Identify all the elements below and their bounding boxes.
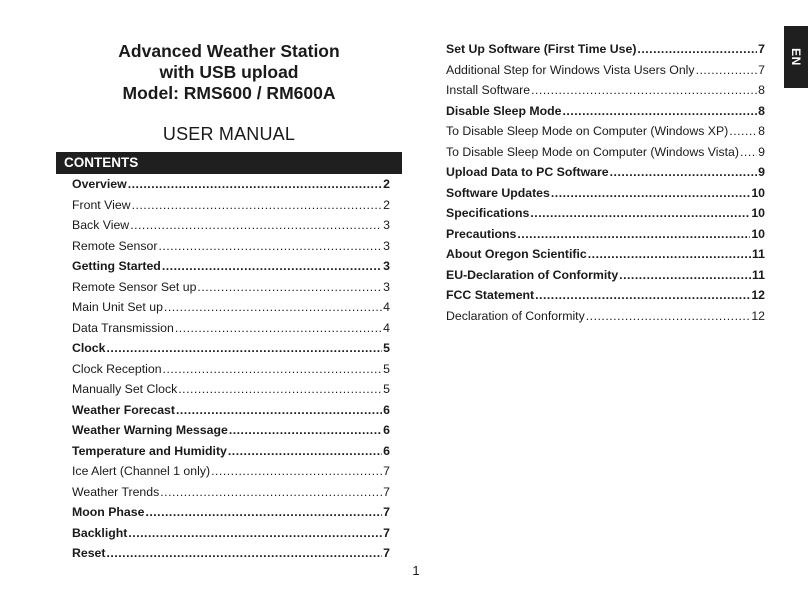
toc-entry-page: 11 (752, 267, 765, 282)
toc-entry-label: Manually Set Clock (72, 382, 178, 396)
toc-entry-label: Ice Alert (Channel 1 only) (72, 464, 211, 478)
toc-entry-page: 6 (383, 443, 390, 458)
toc-entry-page: 6 (383, 402, 390, 417)
toc-entry-page: 2 (383, 197, 390, 212)
toc-entry-page: 12 (751, 288, 765, 302)
toc-dot-leader (228, 441, 382, 462)
toc-entry-page: 9 (758, 144, 765, 159)
toc-entry-label: Weather Trends (72, 484, 160, 499)
toc-left-column (72, 174, 390, 564)
toc-entry[interactable] (446, 224, 765, 245)
toc-entry-label: Remote Sensor Set up (72, 279, 197, 294)
toc-dot-leader (530, 203, 750, 224)
toc-entry-label: Temperature and Humidity (72, 443, 227, 458)
toc-entry-page: 8 (758, 83, 765, 97)
toc-entry-page: 11 (752, 247, 765, 261)
toc-entry[interactable] (72, 215, 390, 236)
toc-dot-leader (586, 306, 751, 327)
toc-entry-label: Disable Sleep Mode (446, 103, 562, 118)
toc-dot-leader (176, 400, 382, 421)
toc-entry-label: Reset (72, 546, 106, 560)
toc-entry-page: 3 (383, 238, 390, 253)
toc-entry-page: 6 (383, 423, 390, 437)
toc-entry[interactable] (446, 60, 765, 81)
page-number: 1 (412, 563, 420, 578)
language-tab-label: EN (788, 48, 803, 66)
toc-entry-page: 10 (751, 226, 765, 241)
toc-entry[interactable] (72, 502, 390, 523)
toc-dot-leader (696, 60, 758, 81)
toc-entry-label: To Disable Sleep Mode on Computer (Windows Vista) (446, 144, 739, 159)
toc-entry-label: Back View (72, 218, 130, 232)
toc-entry[interactable] (72, 256, 390, 277)
toc-dot-leader (211, 461, 382, 482)
toc-entry[interactable] (72, 277, 390, 298)
toc-entry-label: Specifications (446, 206, 530, 220)
toc-dot-leader (130, 215, 382, 236)
title-line-product: Advanced Weather Station (118, 41, 340, 61)
toc-entry[interactable] (446, 101, 765, 122)
toc-dot-leader (145, 502, 382, 523)
toc-entry-label: Data Transmission (72, 320, 174, 335)
toc-entry-label: Weather Warning Message (72, 423, 228, 437)
toc-entry-label: Set Up Software (First Time Use) (446, 42, 637, 56)
toc-entry-label: Backlight (72, 525, 128, 540)
toc-entry[interactable] (72, 441, 390, 462)
contents-heading-bar (56, 152, 402, 174)
toc-dot-leader (551, 183, 750, 204)
toc-entry[interactable] (446, 142, 765, 163)
toc-entry-label: Declaration of Conformity (446, 308, 585, 323)
toc-entry-page: 5 (383, 341, 390, 355)
toc-entry-page: 3 (383, 279, 390, 294)
toc-dot-leader (163, 359, 383, 380)
toc-entry-page: 10 (751, 206, 765, 220)
language-tab[interactable] (784, 26, 808, 88)
toc-entry-label: About Oregon Scientific (446, 247, 587, 261)
toc-entry-label: Overview (72, 177, 127, 191)
toc-dot-leader (107, 543, 383, 564)
toc-dot-leader (128, 523, 382, 544)
toc-entry-label: Weather Forecast (72, 402, 175, 417)
toc-entry[interactable] (446, 183, 765, 204)
toc-entry[interactable] (72, 297, 390, 318)
toc-entry-page: 10 (751, 185, 765, 200)
title-line-feature: with USB upload (159, 62, 299, 82)
toc-entry-page: 7 (383, 546, 390, 560)
toc-entry[interactable] (72, 338, 390, 359)
contents-heading: CONTENTS (64, 155, 139, 170)
toc-dot-leader (619, 265, 751, 286)
toc-entry[interactable] (72, 236, 390, 257)
toc-entry-label: Upload Data to PC Software (446, 165, 609, 179)
toc-entry-page: 2 (383, 177, 390, 191)
toc-entry[interactable] (446, 39, 765, 60)
toc-entry-page: 7 (383, 505, 390, 519)
toc-entry-page: 12 (751, 308, 765, 323)
toc-dot-leader (535, 285, 750, 306)
toc-entry-label: Clock Reception (72, 361, 162, 376)
toc-entry-page: 4 (383, 320, 390, 335)
toc-dot-leader (132, 195, 383, 216)
toc-entry-page: 7 (383, 525, 390, 540)
toc-entry[interactable] (72, 379, 390, 400)
toc-right-column (446, 39, 765, 326)
toc-entry[interactable] (446, 203, 765, 224)
toc-entry-label: Install Software (446, 83, 531, 97)
toc-entry[interactable] (446, 162, 765, 183)
toc-entry-page: 8 (758, 124, 765, 138)
toc-entry-page: 7 (383, 484, 390, 499)
toc-dot-leader (729, 121, 757, 142)
toc-entry[interactable] (72, 523, 390, 544)
manual-title: USER MANUAL (162, 124, 296, 144)
toc-dot-leader (164, 297, 382, 318)
toc-entry[interactable] (72, 318, 390, 339)
toc-entry-label: EU-Declaration of Conformity (446, 267, 619, 282)
toc-entry[interactable] (446, 80, 765, 101)
toc-entry[interactable] (446, 244, 765, 265)
toc-entry-label: Front View (72, 197, 131, 212)
toc-entry[interactable] (72, 359, 390, 380)
toc-entry[interactable] (72, 461, 390, 482)
toc-entry-page: 7 (383, 464, 390, 478)
toc-entry[interactable] (72, 420, 390, 441)
toc-dot-leader (610, 162, 758, 183)
toc-entry[interactable] (72, 482, 390, 503)
document-title (56, 41, 402, 104)
toc-entry-page: 5 (383, 382, 390, 396)
toc-dot-leader (162, 256, 382, 277)
toc-entry-page: 5 (383, 361, 390, 376)
toc-dot-leader (531, 80, 757, 101)
toc-entry-page: 4 (383, 300, 390, 314)
toc-entry[interactable] (72, 174, 390, 195)
toc-entry-label: Main Unit Set up (72, 300, 163, 314)
toc-dot-leader (563, 101, 758, 122)
toc-entry-label: Additional Step for Windows Vista Users Only (446, 62, 695, 77)
toc-dot-leader (178, 379, 382, 400)
toc-entry[interactable] (72, 195, 390, 216)
toc-entry-label: Precautions (446, 226, 517, 241)
toc-entry-page: 3 (383, 218, 390, 232)
toc-entry[interactable] (446, 306, 765, 327)
toc-entry-page: 3 (383, 259, 390, 273)
toc-dot-leader (175, 318, 382, 339)
toc-dot-leader (637, 39, 757, 60)
toc-entry[interactable] (446, 121, 765, 142)
toc-entry-label: Remote Sensor (72, 238, 158, 253)
title-line-model: Model: RMS600 / RM600A (122, 83, 336, 103)
toc-entry-label: Software Updates (446, 185, 550, 200)
toc-entry[interactable] (72, 543, 390, 564)
toc-dot-leader (517, 224, 750, 245)
toc-dot-leader (107, 338, 383, 359)
toc-entry[interactable] (446, 265, 765, 286)
toc-entry[interactable] (72, 400, 390, 421)
toc-entry-page: 9 (758, 165, 765, 179)
toc-entry-page: 8 (758, 103, 765, 118)
toc-entry-page: 7 (758, 62, 765, 77)
toc-entry-label: Getting Started (72, 259, 161, 273)
toc-entry-label: Moon Phase (72, 505, 145, 519)
toc-dot-leader (128, 174, 382, 195)
toc-dot-leader (740, 142, 757, 163)
toc-entry-label: FCC Statement (446, 288, 535, 302)
toc-entry-label: Clock (72, 341, 106, 355)
toc-dot-leader (588, 244, 751, 265)
toc-entry-page: 7 (758, 42, 765, 56)
toc-entry[interactable] (446, 285, 765, 306)
toc-dot-leader (197, 277, 382, 298)
toc-dot-leader (229, 420, 382, 441)
toc-entry-label: To Disable Sleep Mode on Computer (Windows XP) (446, 124, 729, 138)
toc-dot-leader (160, 482, 382, 503)
toc-dot-leader (158, 236, 382, 257)
